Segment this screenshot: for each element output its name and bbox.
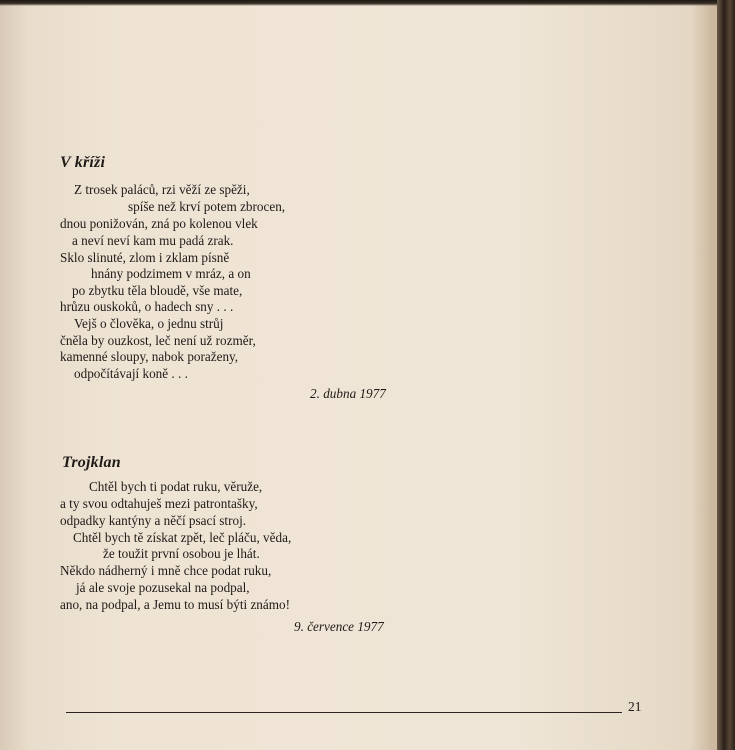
page-top-shadow [0,0,735,6]
poem-line: Chtěl bych ti podat ruku, věruže, [89,479,263,494]
book-edge [717,0,735,750]
poem-line: a ty svou odtahuješ mezi patrontašky, [60,496,258,511]
poem-line: Sklo slinuté, zlom i zklam písně [60,250,230,265]
poem-date: 2. dubna 1977 [310,386,386,401]
poem-line: dnou ponižován, zná po kolenou vlek [60,216,258,231]
poem-line: hrůzu ouskoků, o hadech sny . . . [60,299,234,314]
poem-title: V kříži [60,154,106,171]
poem-line: kamenné sloupy, nabok poraženy, [60,349,239,364]
poem-line: po zbytku těla bloudě, vše mate, [72,283,243,298]
poem-line: Vejš o člověka, o jednu strůj [74,316,224,331]
poem-line: spíše než krví potem zbrocen, [128,199,286,214]
poem-line: odpadky kantýny a něčí psací stroj. [60,513,247,528]
footer-rule [66,712,622,713]
poem-line: že toužit první osobou je lhát. [103,546,260,561]
poem-line: Chtěl bych tě získat zpět, leč pláču, věda, [73,530,292,545]
poem-line: odpočítávají koně . . . [74,366,188,381]
poem-line: Někdo nádherný i mně chce podat ruku, [60,563,272,578]
poem-line: čněla by ouzkost, leč není už rozměr, [60,333,256,348]
poem-date: 9. července 1977 [294,619,384,634]
poem-line: hnány podzimem v mráz, a on [91,266,251,281]
page-number: 21 [628,699,642,714]
poem-line: a neví neví kam mu padá zrak. [72,233,234,248]
poem-line: já ale svoje pozusekal na podpal, [76,580,250,595]
poem-line: ano, na podpal, a Jemu to musí býti známo! [60,597,291,612]
poem-title: Trojklan [62,454,121,471]
poem-line: Z trosek paláců, rzi věží ze spěži, [74,182,250,197]
